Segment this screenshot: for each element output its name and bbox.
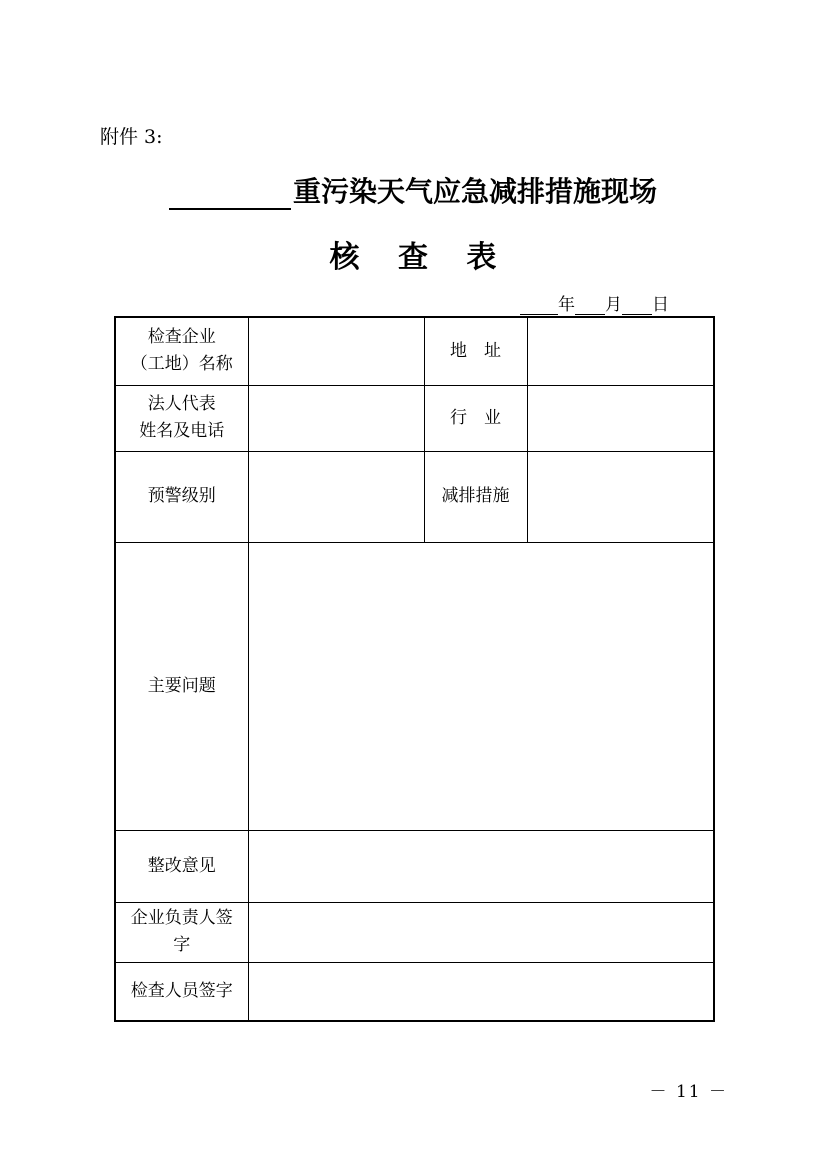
industry-label: 行 业 [424, 385, 527, 451]
month-label: 月 [605, 295, 622, 315]
warning-level-label: 预警级别 [115, 451, 248, 542]
industry-field[interactable] [527, 385, 714, 451]
title-blank-line[interactable] [169, 180, 291, 210]
month-blank[interactable] [575, 296, 605, 315]
rectification-field[interactable] [248, 830, 714, 902]
table-row [115, 385, 714, 451]
form-title [0, 170, 826, 210]
form-subtitle: 核 查 表 [329, 240, 511, 275]
table-row [115, 542, 714, 830]
legal-rep-label: 法人代表 姓名及电话 [115, 385, 248, 451]
rectification-label: 整改意见 [115, 830, 248, 902]
form-title-text: 重污染天气应急减排措施现场 [292, 175, 657, 208]
warning-level-field[interactable] [248, 451, 424, 542]
table-row [115, 317, 714, 385]
enterprise-sign-label: 企业负责人签 字 [115, 902, 248, 962]
measures-field[interactable] [527, 451, 714, 542]
day-label: 日 [652, 295, 669, 315]
inspector-sign-label: 检查人员签字 [115, 962, 248, 1021]
main-issues-label: 主要问题 [115, 542, 248, 830]
table-row [115, 962, 714, 1021]
attachment-label: 附件 3: [100, 126, 163, 148]
date-line [520, 290, 669, 315]
year-blank[interactable] [520, 296, 558, 315]
legal-rep-field[interactable] [248, 385, 424, 451]
address-field[interactable] [527, 317, 714, 385]
inspector-sign-field[interactable] [248, 962, 714, 1021]
table-row [115, 451, 714, 542]
enterprise-sign-field[interactable] [248, 902, 714, 962]
page-number: － 11 － [649, 1082, 728, 1102]
table-row [115, 902, 714, 962]
day-blank[interactable] [622, 296, 652, 315]
year-label: 年 [558, 295, 575, 315]
inspection-form-table [114, 316, 715, 1022]
table-row [115, 830, 714, 902]
company-name-field[interactable] [248, 317, 424, 385]
address-label: 地 址 [424, 317, 527, 385]
measures-label: 减排措施 [424, 451, 527, 542]
company-name-label: 检查企业 （工地）名称 [115, 317, 248, 385]
main-issues-field[interactable] [248, 542, 714, 830]
